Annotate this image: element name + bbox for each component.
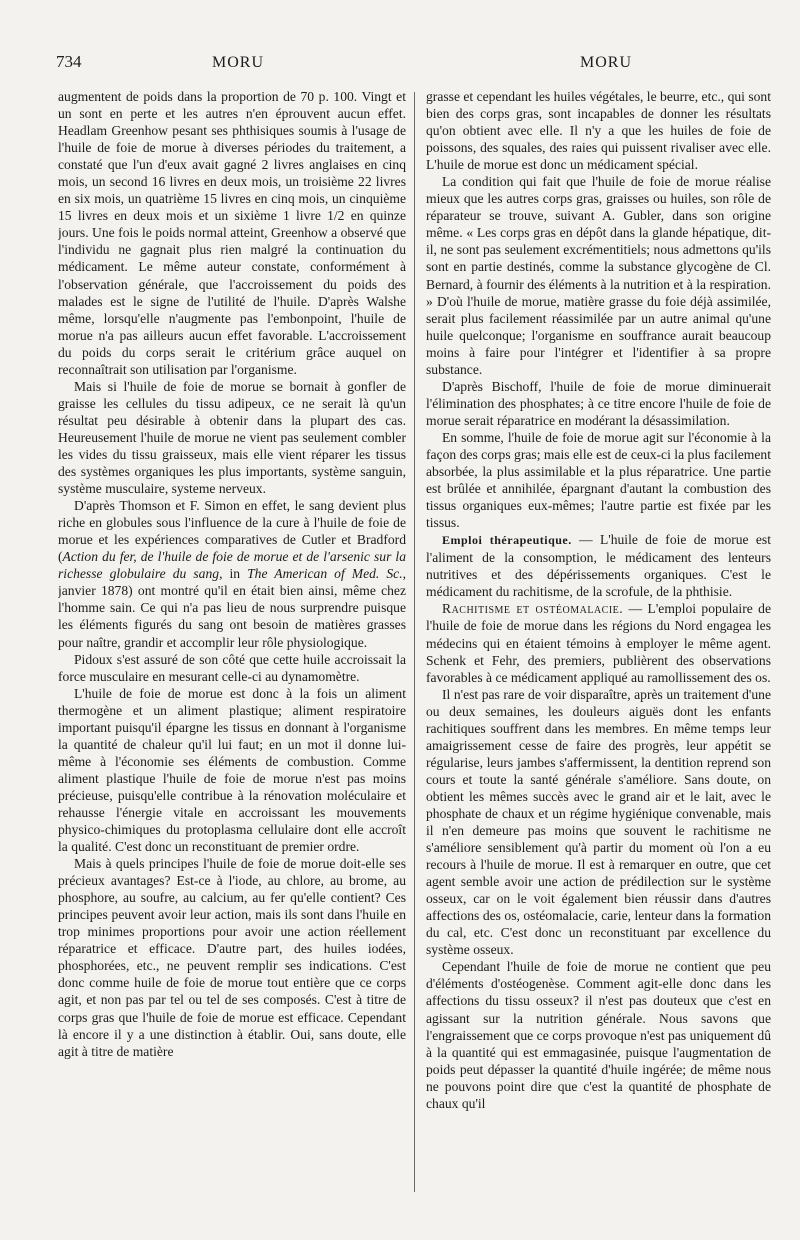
paragraph-text: , in — [219, 566, 248, 582]
section-heading: Emploi thérapeutique. — [442, 533, 572, 548]
paragraph — [426, 531, 771, 600]
paragraph: Mais si l'huile de foie de morue se bornait à gonfler de graisse les cellules du tissu adipeux, ce ne serait là qu'un résultat peu désirable à obtenir dans la plupart des cas. Heureusement l'huile de morue ne vient pas seulement combler les vides du tissu graisseux, mais elle vient réparer les tissus des systèmes organiques les plus importants, système sanguin, système musculaire, systeme nerveux. — [58, 378, 406, 497]
page-header — [0, 48, 800, 78]
column-divider — [414, 92, 415, 1192]
paragraph: La condition qui fait que l'huile de foie de morue réalise mieux que les autres corps gras, graisses ou huiles, son rôle de réparateur se trouve, suivant A. Gubler, dans son origine même. « Les corps gras en dépôt dans la glande hépatique, dit-il, ne sont pas seulement excrémentitiels; nous admettons qu'ils sont en partie destinés, comme la substance glycogène de Cl. Bernard, à fournir des éléments à la nutrition et à la respiration. » D'où l'huile de morue, matière grasse du foie déjà assimilée, serait plus facilement réassimilée par un autre animal qu'une huile quelconque; l'organisme en souffrance aurait beaucoup moins à faire pour l'intégrer et l'identifier à sa propre substance. — [426, 174, 771, 377]
left-column — [58, 88, 406, 1208]
paragraph: Il n'est pas rare de voir disparaître, après un traitement d'une ou deux semaines, les douleurs aiguës dont les enfants rachitiques souffrent dans les membres. En même temps leur amaigrissement cesse de faire des progrès, leur appétit se régularise, leurs jambes s'affermissent, la dentition reprend son cours et toute la santé générale s'améliore. Sans doute, on obtient les mêmes succès avec le grand air et le lait, avec le phosphate de chaux et un régime hygiénique convenable, mais il n'en demeure pas moins que souvent le rachitisme ne s'améliore sensiblement qu'à partir du moment où l'on a eu recours à l'huile de morue. Il est à remarquer en outre, que cet agent semble avoir une action de prédilection sur le système osseux, car on le voit également bien réussir dans d'autres affections des os, ostéomalacie, carie, lenteur dans la formation du cal, etc. C'est donc un reconstituant par excellence du système osseux. — [426, 686, 771, 958]
right-column — [426, 88, 771, 1208]
paragraph: augmentent de poids dans la proportion de 70 p. 100. Vingt et un sont en perte et les autres n'en éprouvent aucun effet. Headlam Greenhow pesant ses phthisiques soumis à l'usage de l'huile de foie de morue à diverses périodes du traitement, a constaté que l'un d'eux avait gagné 2 livres anglaises en cinq mois, un second 16 livres en deux mois, un troisième 22 livres en six mois, un quatrième 15 livres en cinq mois, un cinquième 15 livres en deux mois et un sixième 1 livre 1/2 en quinze jours. Une fois le poids normal atteint, Greenhow a observé que l'individu ne gagnait plus rien malgré la continuation du médicament. Le même auteur constate, conformément à l'observation générale, que l'accroissement du poids des malades est le signe de l'utilité de l'huile. D'après Walshe même, lorsqu'elle n'augmente pas l'embonpoint, l'huile de morue n'a pas ailleurs aucun effet favorable. L'accroissement du poids du corps serait le critérium grâce auquel on reconnaîtrait son utilisation par l'organisme. — [58, 89, 406, 377]
cited-article-title: Action du fer, de l'huile de foie de morue et de l'arsenic sur la richesse globulaire du sang — [58, 549, 406, 582]
paragraph-text: , janvier 1878) ont montré qu'il en était bien ainsi, même chez l'homme sain. Ce qui n'a pas lieu de nous surprendre puisque les éléments figurés du sang ont besoin de matières grasses pour naître, grandir et accomplir leur rôle physiologique. — [58, 566, 406, 650]
paragraph: D'après Bischoff, l'huile de foie de morue diminuerait l'élimination des phosphates; à ce titre encore l'huile de foie de morue serait réparatrice en modérant la désassimilation. — [426, 378, 771, 428]
subsection-heading: Rachitisme et ostéomalacie. — [442, 601, 624, 617]
paragraph: En somme, l'huile de foie de morue agit sur l'économie à la façon des corps gras; mais elle est de ceux-ci la plus facilement absorbée, la plus assimilable et la plus réparatrice. Une partie est brûlée et annihilée, épargnant d'autant la combustion des tissus organiques eux-mêmes; l'autre partie est fixée par les tissus. — [426, 429, 771, 531]
paragraph-text: — L'emploi populaire de l'huile de foie de morue dans les régions du Nord engagea les médecins qui en étaient témoins à employer le même agent. Schenk et Fehr, des premiers, publièrent des observations favorables à ce médicament appliqué au ramollissement des os. — [426, 601, 771, 685]
paragraph: L'huile de foie de morue est donc à la fois un aliment thermogène et un aliment plastique; aliment respiratoire important puisqu'il épargne les tissus en donnant à l'organisme la quantité de chaleur qu'il lui faut; en un mot il donne lui-même à l'économie ses éléments de combustion. Comme aliment plastique l'huile de foie de morue n'est pas moins précieuse, puisqu'elle contribue à la rénovation moléculaire et rehausse l'énergie vitale en accroissant les mouvements physico-chimiques du protoplasma cellulaire dont elle accroît la qualité. C'est donc un reconstituant de premier ordre. — [58, 685, 406, 855]
paragraph: grasse et cependant les huiles végétales, le beurre, etc., qui sont bien des corps gras, sont incapables de donner les résultats qu'on obtient avec elle. Il n'y a que les huiles de foie de poissons, des squales, des raies qui puissent rivaliser avec elle. L'huile de morue est donc un médicament spécial. — [426, 89, 771, 173]
paragraph: Cependant l'huile de foie de morue ne contient que peu d'éléments d'ostéogenèse. Comment agit-elle donc dans les affections du tissu osseux? il n'est pas douteux que c'est en agissant sur la nutrition générale. Nous savons que l'engraissement que ce corps provoque n'est pas uniquement dû à la quantité qui est emmagasinée, puisque l'augmentation de poids peut dépasser la quantité d'huile ingérée; de même nous ne pouvons point dire que c'est la quantité de phosphate de chaux qu'il — [426, 959, 771, 1111]
paragraph: Pidoux s'est assuré de son côté que cette huile accroissait la force musculaire en mesurant celle-ci au dynamomètre. — [58, 651, 406, 684]
cited-journal-title: The American of Med. Sc. — [247, 566, 403, 582]
paragraph — [426, 600, 771, 685]
running-head-right: MORU — [580, 54, 633, 71]
paragraph: Mais à quels principes l'huile de foie de morue doit-elle ses précieux avantages? Est-ce à l'iode, au chlore, au brome, au phosphore, au soufre, au calcium, au fer qu'elle contient? Ces principes peuvent avoir leur action, mais ils sont dans l'huile en trop minimes proportions pour avoir une action réellement réparatrice et efficace. D'autre part, des huiles iodées, phosphorées, etc., ne peuvent remplir ses indications. C'est donc comme huile de foie de morue tout entière que ce corps agit, et non pas par tel ou tel de ses composés. C'est à titre de corps gras que l'huile de foie de morue est efficace. Cependant là encore il y a une distinction à établir. Oui, sans doute, elle agit à titre de matière — [58, 856, 406, 1059]
running-head-left: MORU — [212, 54, 265, 71]
paragraph — [58, 497, 406, 650]
page-number: 734 — [56, 52, 82, 71]
paragraph-text: D'après Thomson et F. Simon en effet, le sang devient plus riche en globules sous l'influence de la cure à l'huile de foie de morue et les expériences comparatives de Cutler et Bradford ( — [58, 498, 406, 565]
paragraph-text: — L'huile de foie de morue est l'aliment de la consomption, le médicament des lenteurs nutritives et des dépérissements organiques. C'est le médicament du rachitisme, de la scrofule, de la phthisie. — [426, 532, 771, 600]
